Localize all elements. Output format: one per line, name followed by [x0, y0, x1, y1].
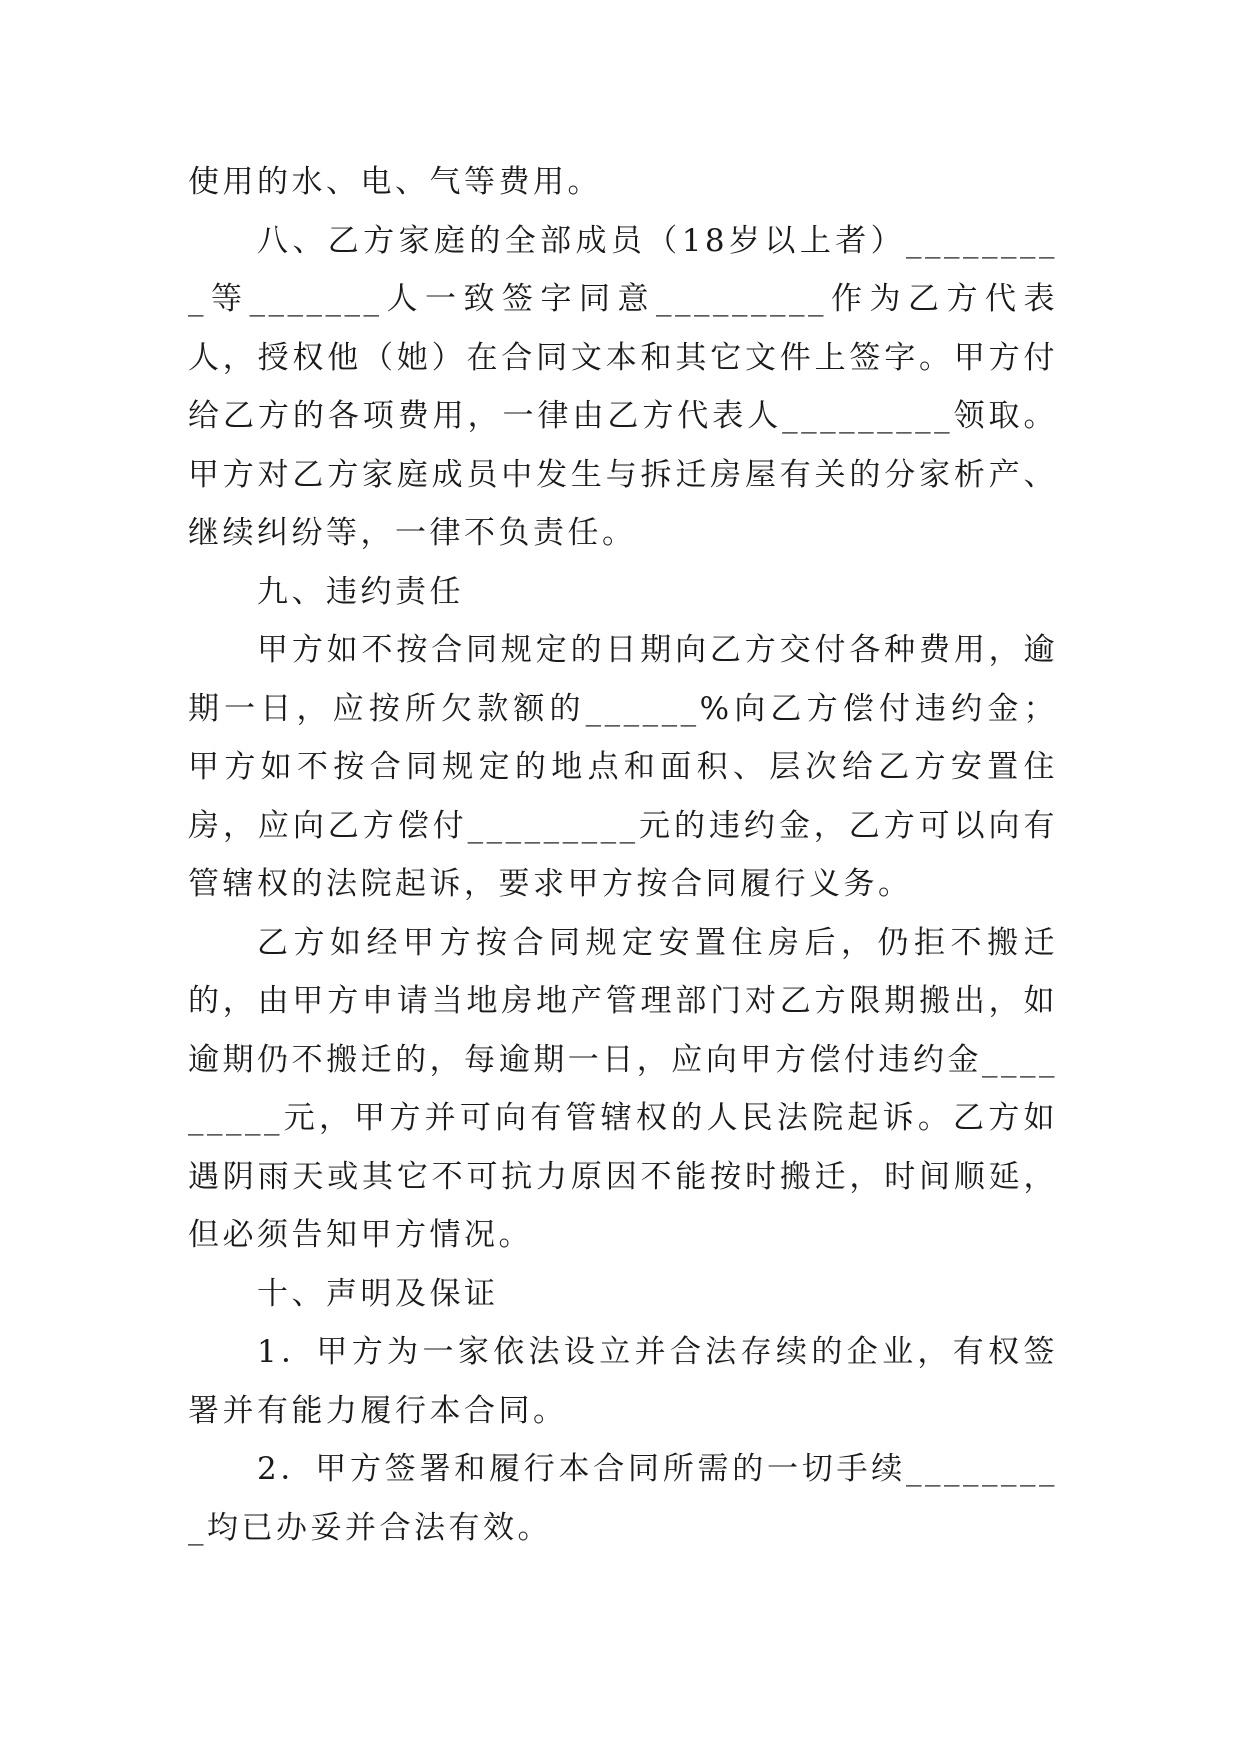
paragraph-warranty-1: 1．甲方为一家依法设立并合法存续的企业，有权签署并有能力履行本合同。 [188, 1334, 1058, 1429]
paragraph-warranty-2: 2．甲方签署和履行本合同所需的一切手续_________均已办妥并合法有效。 [188, 1451, 1058, 1546]
paragraph-party-a-breach: 甲方如不按合同规定的日期向乙方交付各种费用，逾期一日，应按所欠款额的______%向乙方偿付违约金；甲方如不按合同规定的地点和面积、层次给乙方安置住房，应向乙方偿付_________元的违约金，乙方可以向有管辖权的法院起诉，要求甲方按合同履行义务。 [188, 632, 1058, 902]
paragraph-utilities-fees: 使用的水、电、气等费用。 [188, 164, 602, 200]
paragraph-section-8-family-representative: 八、乙方家庭的全部成员（18岁以上者）_________等_______人一致签字同意_________作为乙方代表人，授权他（她）在合同文本和其它文件上签字。甲方付给乙方的各项费用，一律由乙方代表人_________领取。甲方对乙方家庭成员中发生与拆迁房屋有关的分家析产、继续纠纷等，一律不负责任。 [188, 222, 1058, 551]
paragraph-party-b-breach: 乙方如经甲方按合同规定安置住房后，仍拒不搬迁的，由甲方申请当地房地产管理部门对乙方限期搬出，如逾期仍不搬迁的，每逾期一日，应向甲方偿付违约金_________元，甲方并可向有管辖权的人民法院起诉。乙方如遇阴雨天或其它不可抗力原因不能按时搬迁，时间顺延，但必须告知甲方情况。 [188, 924, 1058, 1253]
document-body [188, 153, 1058, 1557]
section-heading-representations-warranties: 十、声明及保证 [257, 1275, 499, 1312]
section-heading-breach-liability: 九、违约责任 [257, 573, 464, 610]
